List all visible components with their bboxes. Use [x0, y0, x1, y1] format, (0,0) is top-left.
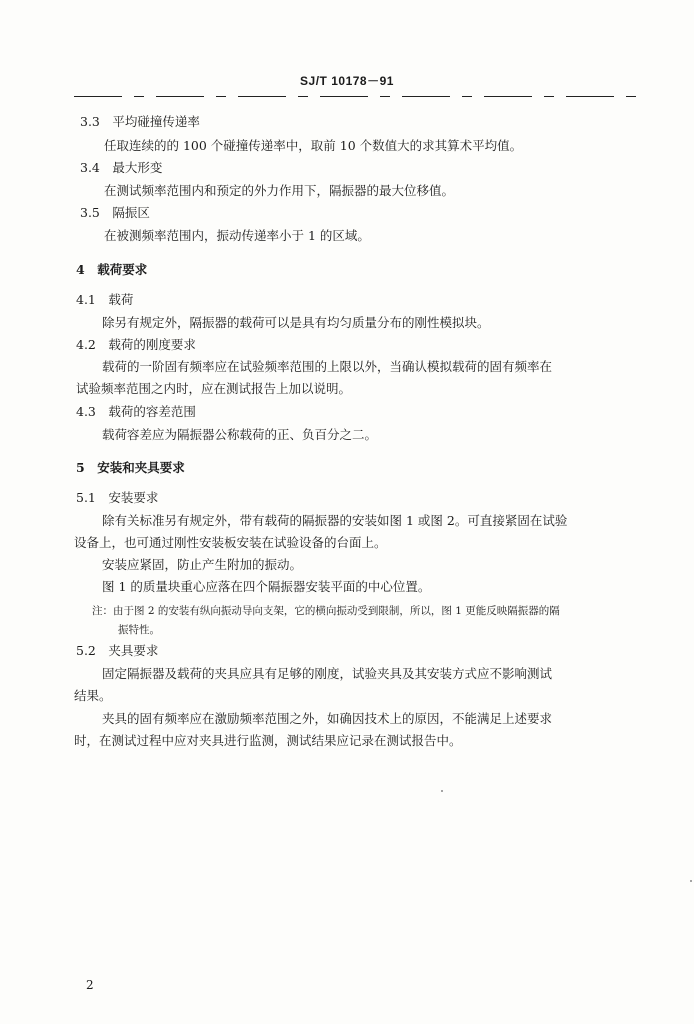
section-5-heading: 5 安装和夹具要求 — [76, 460, 185, 475]
section-4-1-text: 除另有规定外，隔振器的载荷可以是具有均匀质量分布的刚性模拟块。 — [102, 315, 490, 330]
page-number: 2 — [86, 978, 94, 992]
section-5-2-heading: 5.2 夹具要求 — [76, 643, 159, 658]
section-5-1-heading: 5.1 安装要求 — [76, 490, 159, 505]
note-line-1: 注：由于图 2 的安装有纵向振动导向支架，它的横向振动受到限制，所以，图 1 更能反映隔振器的隔 — [92, 605, 560, 617]
section-4-heading: 4 载荷要求 — [76, 262, 148, 277]
section-3-4-heading: 3.4 最大形变 — [80, 160, 163, 175]
section-3-4-text: 在测试频率范围内和预定的外力作用下，隔振器的最大位移值。 — [104, 183, 455, 198]
section-5-1-text-line-4: 图 1 的质量块重心应落在四个隔振器安装平面的中心位置。 — [102, 579, 431, 594]
section-4-2-text-line-1: 载荷的一阶固有频率应在试验频率范围的上限以外，当确认模拟载荷的固有频率在 — [102, 359, 553, 374]
section-4-3-heading: 4.3 载荷的容差范围 — [76, 404, 196, 419]
section-4-3-text: 载荷容差应为隔振器公称载荷的正、负百分之二。 — [102, 427, 378, 442]
section-5-1-text-line-1: 除有关标准另有规定外，带有载荷的隔振器的安装如图 1 或图 2。可直接紧固在试验 — [102, 513, 568, 528]
section-3-3-heading: 3.3 平均碰撞传递率 — [80, 114, 200, 129]
section-5-1-text-line-2: 设备上，也可通过刚性安装板安装在试验设备的台面上。 — [74, 535, 387, 550]
section-5-2-text-line-2: 结果。 — [74, 688, 112, 703]
scan-speck — [690, 880, 692, 882]
section-3-5-text: 在被测频率范围内，振动传递率小于 1 的区域。 — [104, 228, 370, 243]
document-header: SJ/T 10178－91 — [300, 74, 394, 88]
section-4-2-heading: 4.2 载荷的刚度要求 — [76, 337, 196, 352]
section-5-2-text-line-1: 固定隔振器及载荷的夹具应具有足够的刚度，试验夹具及其安装方式应不影响测试 — [102, 666, 553, 681]
header-rule — [74, 96, 644, 97]
section-5-1-text-line-3: 安装应紧固，防止产生附加的振动。 — [102, 557, 303, 572]
section-3-3-text: 任取连续的的 100 个碰撞传递率中，取前 10 个数值大的求其算术平均值。 — [104, 138, 523, 153]
scan-speck — [441, 790, 443, 792]
section-3-5-heading: 3.5 隔振区 — [80, 205, 150, 220]
note-line-2: 振特性。 — [118, 624, 160, 636]
section-5-2-text-line-3: 夹具的固有频率应在激励频率范围之外，如确因技术上的原因，不能满足上述要求 — [102, 711, 553, 726]
section-4-1-heading: 4.1 载荷 — [76, 292, 134, 307]
section-5-2-text-line-4: 时，在测试过程中应对夹具进行监测，测试结果应记录在测试报告中。 — [74, 733, 462, 748]
section-4-2-text-line-2: 试验频率范围之内时，应在测试报告上加以说明。 — [76, 381, 352, 396]
